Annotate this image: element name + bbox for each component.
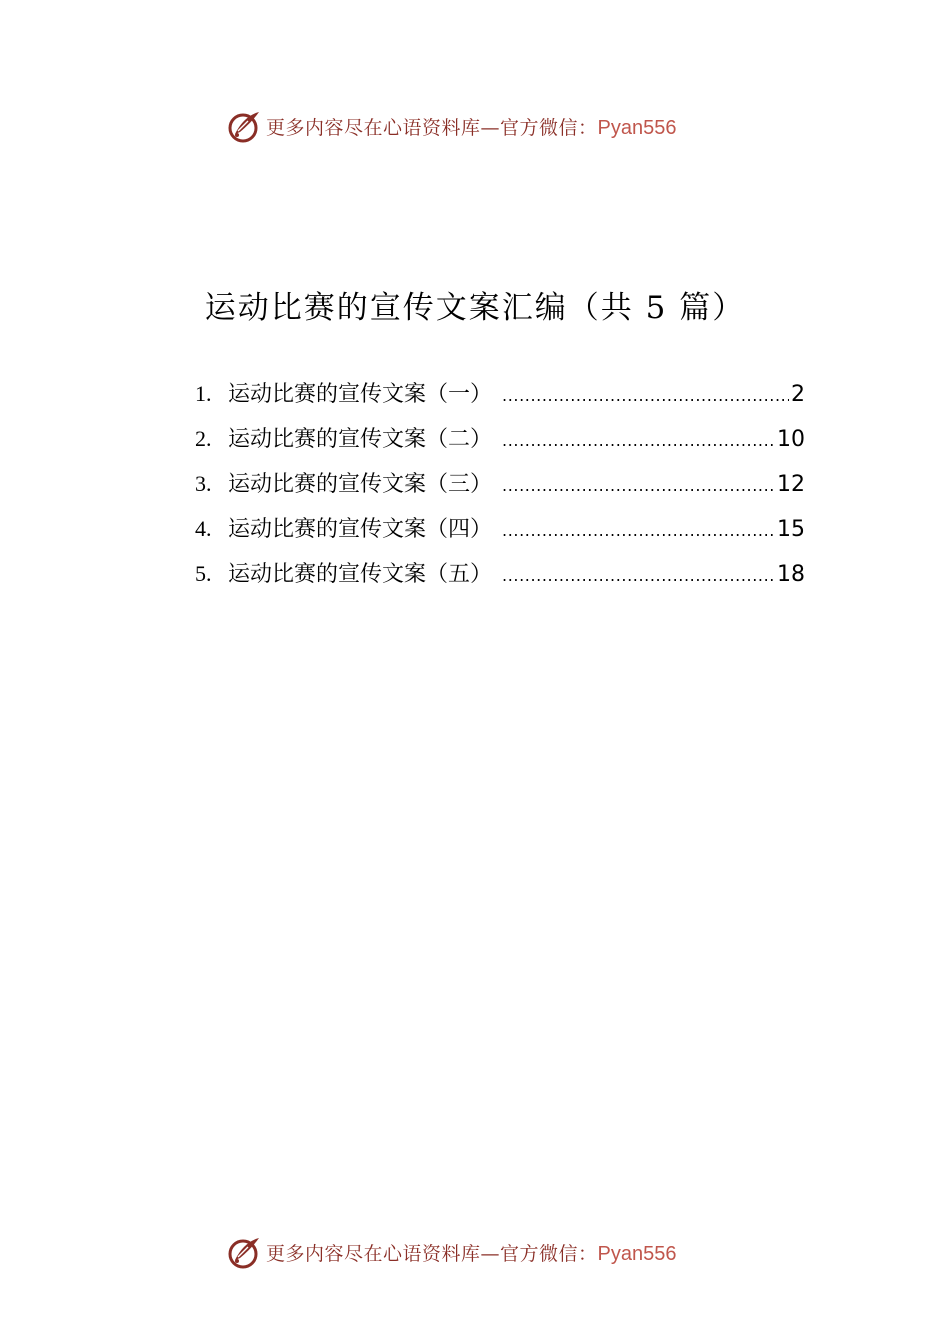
banner-handle: Pyan556 — [597, 116, 677, 139]
toc-item-page: 12 — [777, 472, 805, 497]
toc-dot-leader — [502, 386, 789, 405]
toc-item-number: 4. — [195, 516, 212, 541]
toc-item[interactable] — [195, 557, 805, 602]
toc-item-label: 运动比赛的宣传文案（一） — [228, 382, 493, 407]
toc-dot-leader — [502, 521, 775, 540]
toc-item-number: 2. — [195, 426, 212, 451]
toc-item-number: 5. — [195, 561, 212, 586]
toc-item[interactable] — [195, 467, 805, 512]
banner-text — [266, 1239, 677, 1266]
footer-banner — [226, 1232, 677, 1272]
banner-wechat-label: 官方微信： — [500, 1242, 598, 1265]
toc-item[interactable] — [195, 422, 805, 467]
toc-item[interactable] — [195, 512, 805, 557]
banner-wechat-label: 官方微信： — [500, 116, 598, 139]
toc-item-number: 1. — [195, 381, 212, 406]
header-banner — [226, 106, 677, 146]
banner-dash: — — [480, 1242, 501, 1265]
quill-pen-logo-icon — [226, 1234, 262, 1270]
toc-dot-leader — [502, 431, 775, 450]
toc-item-label: 运动比赛的宣传文案（四） — [228, 517, 493, 542]
banner-prefix: 更多内容尽在心语资料库 — [266, 1242, 481, 1265]
toc-item-number: 3. — [195, 471, 212, 496]
banner-dash: — — [480, 116, 501, 139]
toc-dot-leader — [502, 566, 775, 585]
toc-item-label: 运动比赛的宣传文案（三） — [228, 472, 493, 497]
banner-text — [266, 113, 677, 140]
quill-pen-logo-icon — [226, 108, 262, 144]
document-title: 运动比赛的宣传文案汇编（共 5 篇） — [204, 290, 746, 326]
toc-item-label: 运动比赛的宣传文案（二） — [228, 427, 493, 452]
toc-item-label: 运动比赛的宣传文案（五） — [228, 562, 493, 587]
toc-dot-leader — [502, 476, 775, 495]
banner-handle: Pyan556 — [597, 1242, 677, 1265]
toc-item[interactable] — [195, 377, 805, 422]
table-of-contents — [195, 377, 805, 602]
toc-item-page: 18 — [777, 562, 805, 587]
toc-item-page: 2 — [791, 382, 805, 407]
toc-item-page: 15 — [777, 517, 805, 542]
banner-prefix: 更多内容尽在心语资料库 — [266, 116, 481, 139]
toc-item-page: 10 — [777, 427, 805, 452]
